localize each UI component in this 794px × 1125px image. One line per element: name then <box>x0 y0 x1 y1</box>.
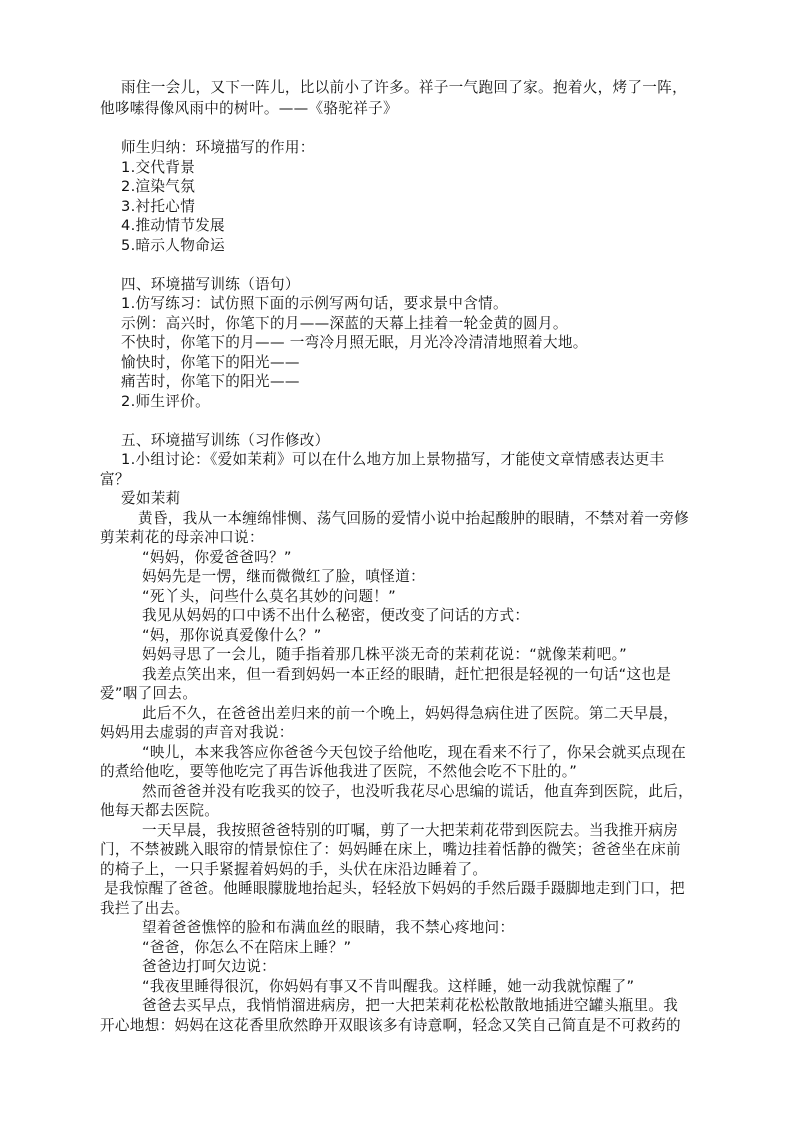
text-line: “我夜里睡得很沉，你妈妈有事又不肯叫醒我。这样睡，她一动我就惊醒了” <box>142 978 635 995</box>
section-heading: 四、环境描写训练（语句） <box>121 276 300 293</box>
text-line: “爸爸，你怎么不在陪床上睡？” <box>142 939 352 956</box>
text-line: “妈，那你说真爱像什么？” <box>142 627 322 644</box>
text-line: 开心地想：妈妈在这花香里欣然睁开双眼该多有诗意啊，轻念又笑自己简直是不可救药的 <box>100 1017 681 1034</box>
text-line: 妈妈用去虚弱的声音对我说： <box>100 724 294 741</box>
text-line: 1.小组讨论：《爱如茉莉》可以在什么地方加上景物描写，才能使文章情感表达更丰 <box>121 451 665 468</box>
text-line: 门，不禁被跳入眼帘的情景惊住了：妈妈睡在床上，嘴边挂着恬静的微笑；爸爸坐在床前 <box>100 841 681 858</box>
list-item: 1.交代背景 <box>121 159 196 176</box>
text-line: 富？ <box>100 471 130 488</box>
list-item: 5.暗示人物命运 <box>121 237 225 254</box>
text-line: “映儿，本来我答应你爸爸今天包饺子给他吃，现在看来不行了，你呆会就买点现在 <box>142 744 687 761</box>
text-line: 妈妈先是一愣，继而微微红了脸，嗔怪道： <box>142 568 425 585</box>
list-item: 2.渲染气氛 <box>121 178 196 195</box>
summary-heading: 师生归纳：环境描写的作用： <box>121 139 315 156</box>
text-line: “妈妈，你爱爸爸吗？” <box>142 549 292 566</box>
text-line: 示例：高兴时，你笔下的月——深蓝的天幕上挂着一轮金黄的圆月。 <box>121 315 568 332</box>
text-line: 我拦了出去。 <box>100 900 190 917</box>
text-line: 的煮给他吃，要等他吃完了再告诉他我进了医院，不然他会吃不下肚的。” <box>100 763 578 780</box>
text-line: 的椅子上，一只手紧握着妈妈的手，头伏在床沿边睡着了。 <box>100 861 488 878</box>
text-line: 一天早晨，我按照爸爸特别的叮嘱，剪了一大把茉莉花带到医院去。当我推开病房 <box>142 822 679 839</box>
text-line: 他每天都去医院。 <box>100 802 220 819</box>
text-line: 我差点笑出来，但一看到妈妈一本正经的眼睛，赶忙把很是轻视的一句话“这也是 <box>142 666 672 683</box>
text-line: 爱”咽了回去。 <box>100 685 198 702</box>
text-line: 剪茉莉花的母亲冲口说： <box>100 529 264 546</box>
text-line: 我见从妈妈的口中诱不出什么秘密，便改变了问话的方式： <box>142 607 530 624</box>
text-line: 雨住一会儿，又下一阵儿，比以前小了许多。祥子一气跑回了家。抱着火，烤了一阵， <box>121 79 687 96</box>
list-item: 3.衬托心情 <box>121 198 196 215</box>
text-line: 2.师生评价。 <box>121 393 210 410</box>
text-line: 爸爸去买早点，我悄悄溜进病房，把一大把茉莉花松松散散地插进空罐头瓶里。我 <box>142 997 679 1014</box>
text-line: 黄昏，我从一本缠绵悱恻、荡气回肠的爱情小说中抬起酸肿的眼睛，不禁对着一旁修 <box>138 510 690 527</box>
text-line: 不快时，你笔下的月—— 一弯冷月照无眠，月光冷冷清清地照着大地。 <box>121 334 588 351</box>
text-line: 他哆嗦得像风雨中的树叶。——《骆驼祥子》 <box>100 100 398 117</box>
text-line: 痛苦时，你笔下的阳光—— <box>121 373 300 390</box>
text-line: 是我惊醒了爸爸。他睡眼朦胧地抬起头，轻轻放下妈妈的手然后蹑手蹑脚地走到门口，把 <box>104 880 685 897</box>
essay-title: 爱如茉莉 <box>121 490 181 507</box>
text-line: 爸爸边打呵欠边说： <box>142 958 277 975</box>
text-line: “死丫头，问些什么莫名其妙的问题！” <box>142 588 397 605</box>
section-heading: 五、环境描写训练（习作修改） <box>121 432 330 449</box>
text-line: 然而爸爸并没有吃我买的饺子，也没听我花尽心思编的谎话，他直奔到医院，此后， <box>142 783 694 800</box>
text-line: 愉快时，你笔下的阳光—— <box>121 354 300 371</box>
text-line: 望着爸爸憔悴的脸和布满血丝的眼睛，我不禁心疼地问： <box>142 919 515 936</box>
list-item: 4.推动情节发展 <box>121 217 225 234</box>
text-line: 妈妈寻思了一会儿，随手指着那几株平淡无奇的茉莉花说：“就像茉莉吧。” <box>142 646 628 663</box>
text-line: 1.仿写练习：试仿照下面的示例写两句话，要求景中含情。 <box>121 295 508 312</box>
text-line: 此后不久，在爸爸出差归来的前一个晚上，妈妈得急病住进了医院。第二天早晨， <box>142 705 679 722</box>
